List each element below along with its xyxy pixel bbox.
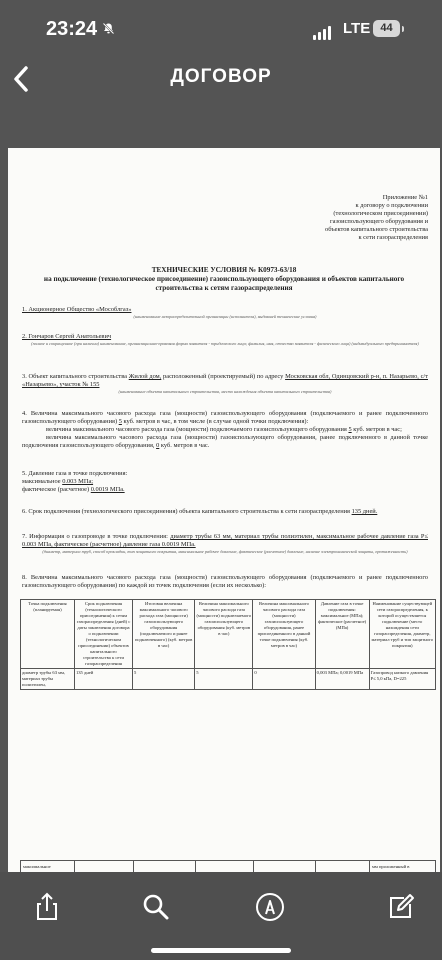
p4-text: куб. метров в час, в том числе (в случае одной точки подключения): — [123, 418, 309, 425]
table-row — [21, 668, 436, 689]
table-cell: диаметр трубы 63 мм, материал трубы полиэтилен, — [21, 668, 75, 689]
paragraph-6 — [22, 508, 428, 516]
table-cell: 0,003 МПа; 0,0019 МПа — [315, 668, 369, 689]
table-cell: 5 — [195, 668, 253, 689]
status-time: 23:24 — [46, 18, 98, 40]
table-header-cell: Наименование существующей сети газораспределения, к которой осуществляется подключение (место нахождения сети газораспределения, диаметр, материал труб и тип защитного покрытия) — [369, 600, 435, 669]
nav-title: ДОГОВОР — [170, 66, 272, 87]
nav-bar — [0, 60, 442, 104]
p4-total-value: 5 — [118, 418, 122, 425]
object-note: (наименование объекта капитального строительства, место нахождения объекта капитального строительства) — [118, 389, 332, 394]
table-header-cell: Величина максимального часового расхода газа (мощности) газоиспользующего оборудования, ранее присоединенного в данной точке подключения (куб. метров в час) — [253, 600, 315, 669]
battery-tip — [402, 26, 404, 32]
paragraph-4 — [22, 410, 428, 450]
executor-name: 1. Акционерное Общество «Мособлгаз» — [22, 306, 132, 313]
table-header-cell: Давление газа в точке подключения: максимальное (МПа); фактическое (расчетное) (МПа) — [315, 600, 369, 669]
share-icon[interactable] — [30, 890, 64, 924]
object-type: Жилой дом, — [128, 373, 162, 380]
table-cell: максимальное — [23, 864, 51, 869]
document-title: ТЕХНИЧЕСКИЕ УСЛОВИЯ № К0973-63/18 — [151, 266, 297, 274]
max-pressure-value: 0.003 МПа; — [62, 478, 94, 485]
executor-note: (наименование газораспределительной организации (исполнителя), выдавшей технические условия) — [133, 314, 317, 319]
table-cell: 135 дней — [74, 668, 132, 689]
max-pressure-label: максимальное — [22, 478, 61, 485]
appendix-line: объектов капитального строительства — [325, 226, 428, 233]
table-cell: 0 — [253, 668, 315, 689]
table-cell: мм проложенный в — [372, 864, 410, 869]
fact-pressure-label: фактическое (расчетное) — [22, 486, 90, 493]
bottom-toolbar — [0, 872, 442, 960]
document-page — [8, 148, 440, 872]
markup-icon[interactable] — [253, 890, 287, 924]
cellular-signal-icon — [313, 22, 333, 40]
paragraph-2 — [22, 333, 428, 346]
search-icon[interactable] — [139, 890, 173, 924]
silent-bell-icon — [102, 22, 115, 38]
paragraph-7 — [22, 533, 428, 554]
table-header-cell: Итоговая величина максимального часового расхода газа (мощности) газоиспользующего оборудования (подключаемого и ранее подключенного) (куб. метров в час) — [133, 600, 195, 669]
appendix-line: (технологическом присоединении) — [333, 210, 428, 217]
home-indicator[interactable] — [151, 948, 291, 953]
p4-text: куб. метров в час; — [353, 426, 402, 433]
p8-text: 8. Величина максимального часового расхода газа (мощности) газоиспользующего оборудования (подключаемого и ранее подключенного газоиспользующего оборудования) по каждой из точек подключения (если их несколько): — [22, 574, 428, 589]
table-header-row — [21, 600, 436, 669]
appendix-block — [308, 194, 428, 242]
paragraph-1 — [22, 306, 428, 319]
appendix-line: к договору о подключении — [355, 202, 428, 209]
document-viewer[interactable] — [0, 104, 442, 872]
paragraph-8 — [22, 574, 428, 590]
table-header-cell: Срок подключения (технологического присоединения) к сетям газораспределения (дней) с даты заключения договора о подключении (технологическом присоединении) объектов капитального строительства к сети газораспределения — [74, 600, 132, 669]
status-bar — [0, 0, 442, 60]
applicant-name: 2. Гончаров Сергей Анатольевич — [22, 333, 112, 340]
appendix-line: газоиспользующего оборудования и — [330, 218, 428, 225]
paragraph-3 — [22, 373, 428, 394]
object-address: Московская обл, Одинцовский р-н, п. Назарьево, с/т «Назарьево», участок № 155 — [22, 373, 428, 388]
p4-text: величина максимального часового расхода газа (мощности) газоиспользующего оборудования, ранее подключенного в данной точке подключения газоиспользующего оборудования, — [22, 434, 428, 449]
table-cell: Газопровод низкого давления P≤ 5,0 кПа, D=225 — [369, 668, 435, 689]
edit-icon[interactable] — [384, 890, 418, 924]
p4-text: величина максимального часового расхода газа (мощности) подключаемого газоиспользующего оборудования — [46, 426, 347, 433]
p6-text: 6. Срок подключения (технологического присоединения) объекта капитального строительства к сети газораспределения — [22, 508, 350, 515]
document-subtitle: на подключение (технологическое присоединение) газоиспользующего оборудования и объектов капитального строительства к сетям газораспределения — [43, 275, 405, 292]
connection-points-table — [20, 599, 436, 690]
pipeline-info: диаметр трубы 63 мм, материал трубы полиэтилен, максимальное рабочее давление газа P≤ 0.003 МПа, фактическое (расчетное) давление газа 0.0019 МПа. — [22, 533, 428, 548]
connection-term: 135 дней. — [351, 508, 378, 515]
table-continuation — [20, 860, 436, 872]
appendix-line: к сети газораспределения — [358, 234, 428, 241]
fact-pressure-value: 0.0019 МПа. — [90, 486, 125, 493]
object-label: 3. Объект капитального строительства — [22, 373, 127, 380]
battery-icon: 44 — [373, 20, 400, 37]
paragraph-5 — [22, 470, 428, 494]
p4-text: куб. метров в час. — [160, 442, 210, 449]
p4-text: 4. Величина максимального часового расхода газа (мощности) газоиспользующего оборудования (подключаемого и ранее подключенного газоиспользующего оборудования) — [22, 410, 428, 425]
p4-existing-value: 0 — [156, 442, 160, 449]
table-header-cell: Величина максимального часового расхода газа (мощности) подключаемого газоиспользующего оборудования (куб. метров в час) — [195, 600, 253, 669]
document-title-block — [28, 266, 420, 293]
address-label: расположенный (проектируемый) по адресу — [163, 373, 284, 380]
pipeline-note: (диаметр, материал труб, способ прокладки, тип защитного покрытия, максимальное рабочее давление, фактическое (расчетное) давление, наличие электрохимической защиты, протяженность) — [42, 549, 408, 554]
p4-new-value: 5 — [348, 426, 352, 433]
applicant-note: (полное и сокращенное (при наличии) наименование, организационно-правовая форма заявителя - юридического лица; фамилия, имя, отчество заявителя - физического лица) (индивидуального предпринимателя) — [31, 341, 419, 346]
network-type: LTE — [343, 20, 371, 37]
p5-heading: 5. Давление газа в точке подключения: — [22, 470, 128, 477]
appendix-line: Приложение №1 — [382, 194, 428, 201]
p7-text: 7. Информация о газопроводе в точке подключения: — [22, 533, 168, 540]
table-cell: 5 — [133, 668, 195, 689]
table-header-cell: Точка подключения (планируемая) — [21, 600, 75, 669]
